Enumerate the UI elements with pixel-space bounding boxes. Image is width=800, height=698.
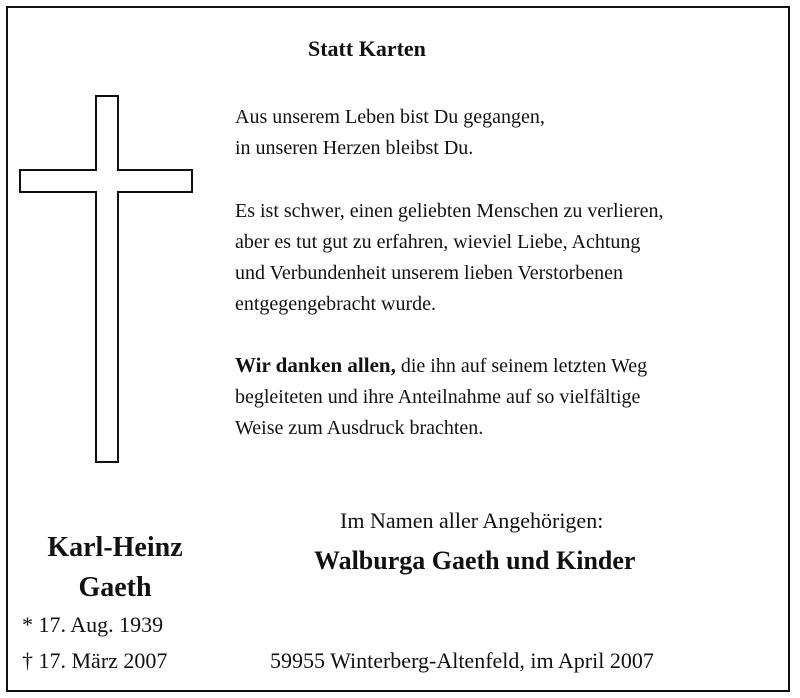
family-signature: Walburga Gaeth und Kinder	[314, 546, 636, 575]
deceased-last-name: Gaeth	[78, 572, 152, 603]
message-line: entgegengebracht wurde.	[235, 293, 437, 315]
thanks-line-rest: die ihn auf seinem letzten Weg	[395, 355, 648, 377]
on-behalf-line: Im Namen aller Angehörigen:	[340, 508, 604, 533]
thanks-intro: Wir danken allen,	[235, 353, 396, 377]
place-date: 59955 Winterberg-Altenfeld, im April 2007	[270, 648, 654, 673]
poem-line: Aus unserem Leben bist Du gegangen,	[235, 106, 545, 128]
notice-header: Statt Karten	[308, 36, 426, 61]
message	[235, 196, 664, 320]
cross-icon	[18, 94, 196, 466]
thanks-line: Weise zum Ausdruck brachten.	[235, 417, 484, 439]
message-line: aber es tut gut zu erfahren, wieviel Liebe, Achtung	[235, 231, 641, 253]
message-line: Es ist schwer, einen geliebten Menschen zu verlieren,	[235, 200, 664, 222]
poem	[235, 102, 545, 164]
thanks-line	[235, 350, 647, 382]
birth-date: * 17. Aug. 1939	[22, 612, 164, 637]
death-date: † 17. März 2007	[22, 648, 168, 673]
thanks	[235, 350, 647, 444]
poem-line: in unseren Herzen bleibst Du.	[235, 137, 474, 159]
message-line: und Verbundenheit unserem lieben Verstorbenen	[235, 262, 624, 284]
thanks-line: begleiteten und ihre Anteilnahme auf so vielfältige	[235, 386, 641, 408]
deceased-first-name: Karl-Heinz	[47, 532, 183, 563]
